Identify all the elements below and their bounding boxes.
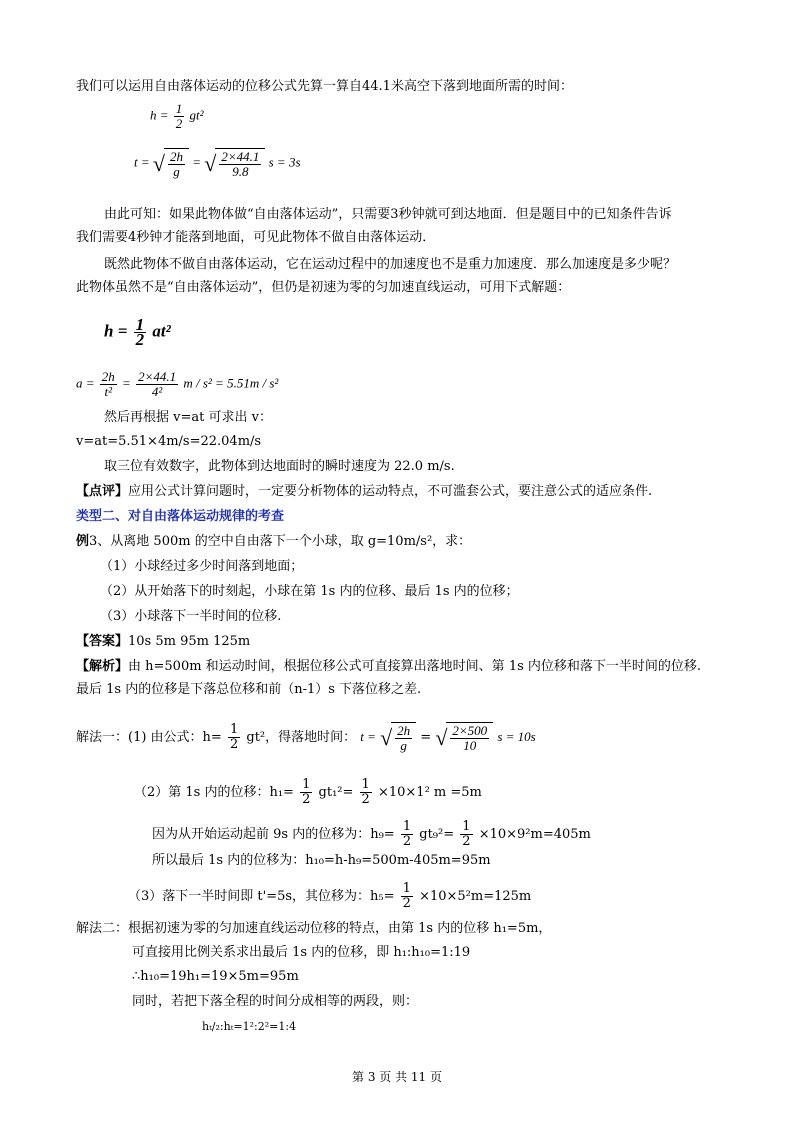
- solution-1-step-1: [76, 722, 536, 753]
- denominator: 10: [463, 738, 477, 753]
- solution-1-step-5: [128, 882, 531, 911]
- denominator: 2: [302, 792, 311, 807]
- sqrt: √ $\frac{2\times 44.1}{9.8}$: [204, 148, 265, 179]
- denominator: 2: [402, 834, 412, 849]
- example-tag: 例: [76, 534, 90, 549]
- fraction: [228, 723, 240, 752]
- numerator: 2×44.1: [221, 149, 260, 164]
- comment-text: 应用公式计算问题时，一定要分析物体的运动特点，不可滥套公式，要注意公式的适应条件.: [128, 484, 653, 499]
- formula-lhs: h =: [104, 321, 128, 341]
- example-3: [76, 533, 471, 551]
- numerator: 1: [402, 881, 411, 896]
- analysis-text: 由 h=500m 和运动时间，根据位移公式可直接算出落地时间、第 1s 内位移和落下一半时间的位移.: [128, 659, 702, 674]
- numerator: 1: [402, 819, 412, 834]
- denominator: 2: [229, 737, 239, 752]
- step-text: （2）第 1s 内的位移：h₁=: [134, 785, 294, 800]
- denominator: g: [173, 164, 180, 179]
- formula-lhs: a =: [76, 375, 95, 391]
- sqrt: √ $\frac{2h}{g}$: [380, 722, 416, 753]
- fraction: [460, 820, 472, 849]
- equals: =: [122, 375, 131, 391]
- step-text: gt²，得落地时间：: [246, 730, 357, 745]
- formula-accel: [104, 315, 171, 349]
- fraction: [401, 820, 413, 849]
- step-text: gt₉²=: [419, 827, 455, 842]
- denominator: 2: [361, 792, 370, 807]
- formula-tail: m / s² = 5.51m / s²: [183, 375, 279, 391]
- fraction: [100, 370, 117, 399]
- fraction: [401, 882, 413, 911]
- numerator: 2×44.1: [138, 369, 177, 384]
- formula-free-fall: [150, 102, 204, 131]
- page-footer: 第 3 页 共 11 页: [352, 1070, 442, 1084]
- formula-tail: s = 10s: [497, 729, 536, 744]
- step-text: 解法一：(1) 由公式：h=: [76, 730, 222, 745]
- step-text: gt₁²=: [318, 785, 354, 800]
- fraction: [360, 778, 372, 807]
- denominator: 2: [462, 834, 471, 849]
- numerator: 1: [462, 819, 471, 834]
- formula-lhs: t =: [134, 154, 150, 170]
- step-text: 因为从开始运动起前 9s 内的位移为：h₉=: [152, 827, 395, 842]
- formula-rest: at²: [152, 321, 171, 341]
- sqrt: √ $\frac{2\times 500}{10}$: [435, 722, 493, 753]
- numerator: 1: [302, 777, 311, 792]
- solution-2-line-2: 可直接用比例关系求出最后 1s 内的位移，即 h₁:h₁₀=1:19: [132, 945, 471, 960]
- numerator: 1: [135, 315, 145, 334]
- denominator: t²: [104, 384, 113, 399]
- question-3: （3）小球落下一半时间的位移.: [100, 609, 282, 624]
- paragraph-2b: 我们需要4秒钟才能落到地面，可见此物体不做自由落体运动．: [76, 230, 436, 245]
- analysis-line-2: 最后 1s 内的位移是下落总位移和前（n-1）s 下落位移之差.: [76, 682, 422, 697]
- denominator: 2: [175, 116, 183, 131]
- denominator: 4²: [151, 384, 163, 399]
- paragraph-2a: 由此可知：如果此物体做“自由落体运动”，只需要3秒钟就可到达地面．但是题目中的已知条件告诉: [104, 207, 672, 222]
- numerator: 2×500: [452, 723, 488, 738]
- solution-1-step-4: 所以最后 1s 内的位移为：h₁₀=h-h₉=500m-405m=95m: [152, 853, 491, 868]
- solution-2-line-4: 同时，若把下落全程的时间分成相等的两段，则：: [132, 994, 419, 1009]
- question-2: （2）从开始落下的时刻起，小球在第 1s 内的位移、最后 1s 内的位移；: [100, 584, 519, 599]
- solution-2-line-3: ∴h₁₀=19h₁=19×5m=95m: [132, 969, 299, 984]
- paragraph-4: 然后再根据 v=at 可求出 v：: [104, 410, 272, 425]
- denominator: g: [400, 738, 407, 753]
- step-text: （3）落下一半时间即 t'=5s，其位移为：h₅=: [128, 889, 395, 904]
- comment-line: [76, 483, 652, 501]
- numerator: 1: [361, 777, 370, 792]
- example-text: 3、从离地 500m 的空中自由落下一个小球，取 g=10m/s²，求：: [89, 534, 472, 549]
- formula-time: [134, 148, 301, 179]
- formula-tail: s = 3s: [268, 154, 301, 170]
- sqrt: √ $\frac{2h}{g}$: [153, 148, 189, 179]
- answer-tag: 【答案】: [76, 634, 129, 649]
- paragraph-intro: 我们可以运用自由落体运动的位移公式先算一算自44.1米高空下落到地面所需的时间：: [76, 79, 573, 94]
- solution-1-step-2: [134, 778, 482, 807]
- numerator: 2h: [169, 149, 183, 164]
- solution-2-line-5: hₜ/₂:hₜ=1²:2²=1:4: [202, 1020, 297, 1033]
- fraction: [300, 778, 312, 807]
- numerator: 1: [175, 101, 183, 116]
- formula-lhs: t =: [360, 729, 376, 744]
- step-text: ×10×5²m=125m: [419, 889, 532, 904]
- numerator: 2h: [397, 723, 411, 738]
- section-heading: 类型二、对自由落体运动规律的考查: [76, 509, 285, 524]
- formula-rest: gt²: [189, 107, 204, 123]
- paragraph-6: 取三位有效数字，此物体到达地面时的瞬时速度为 22.0 m/s.: [104, 459, 455, 474]
- formula-lhs: h =: [150, 107, 169, 123]
- step-text: ×10×9²m=405m: [478, 827, 591, 842]
- step-text: ×10×1² m =5m: [377, 785, 482, 800]
- numerator: 1: [229, 722, 239, 737]
- question-1: （1）小球经过多少时间落到地面；: [100, 559, 304, 574]
- analysis-line: [76, 658, 701, 676]
- fraction: [136, 370, 178, 399]
- denominator: 2: [135, 330, 145, 349]
- solution-2-line-1: 解法二：根据初速为零的匀加速直线运动位移的特点，由第 1s 内的位移 h₁=5m，: [76, 921, 552, 936]
- paragraph-3a: 既然此物体不做自由落体运动，它在运动过程中的加速度也不是重力加速度．那么加速度是多少呢？: [104, 257, 677, 272]
- numerator: 2h: [101, 369, 115, 384]
- denominator: 9.8: [232, 164, 249, 179]
- solution-1-step-3: [152, 820, 591, 849]
- equals: =: [420, 730, 432, 745]
- equals: =: [192, 154, 201, 170]
- denominator: 2: [402, 896, 411, 911]
- answer-line: [76, 633, 250, 651]
- paragraph-3b: 此物体虽然不是“自由落体运动”，但仍是初速为零的匀加速直线运动，可用下式解题：: [76, 280, 571, 295]
- paragraph-5: v=at=5.51×4m/s=22.04m/s: [76, 434, 262, 449]
- fraction: [134, 315, 147, 349]
- comment-tag: 【点评】: [76, 484, 129, 499]
- formula-a-value: [76, 370, 278, 399]
- fraction: [174, 102, 185, 131]
- answer-text: 10s 5m 95m 125m: [128, 634, 251, 649]
- analysis-tag: 【解析】: [76, 659, 129, 674]
